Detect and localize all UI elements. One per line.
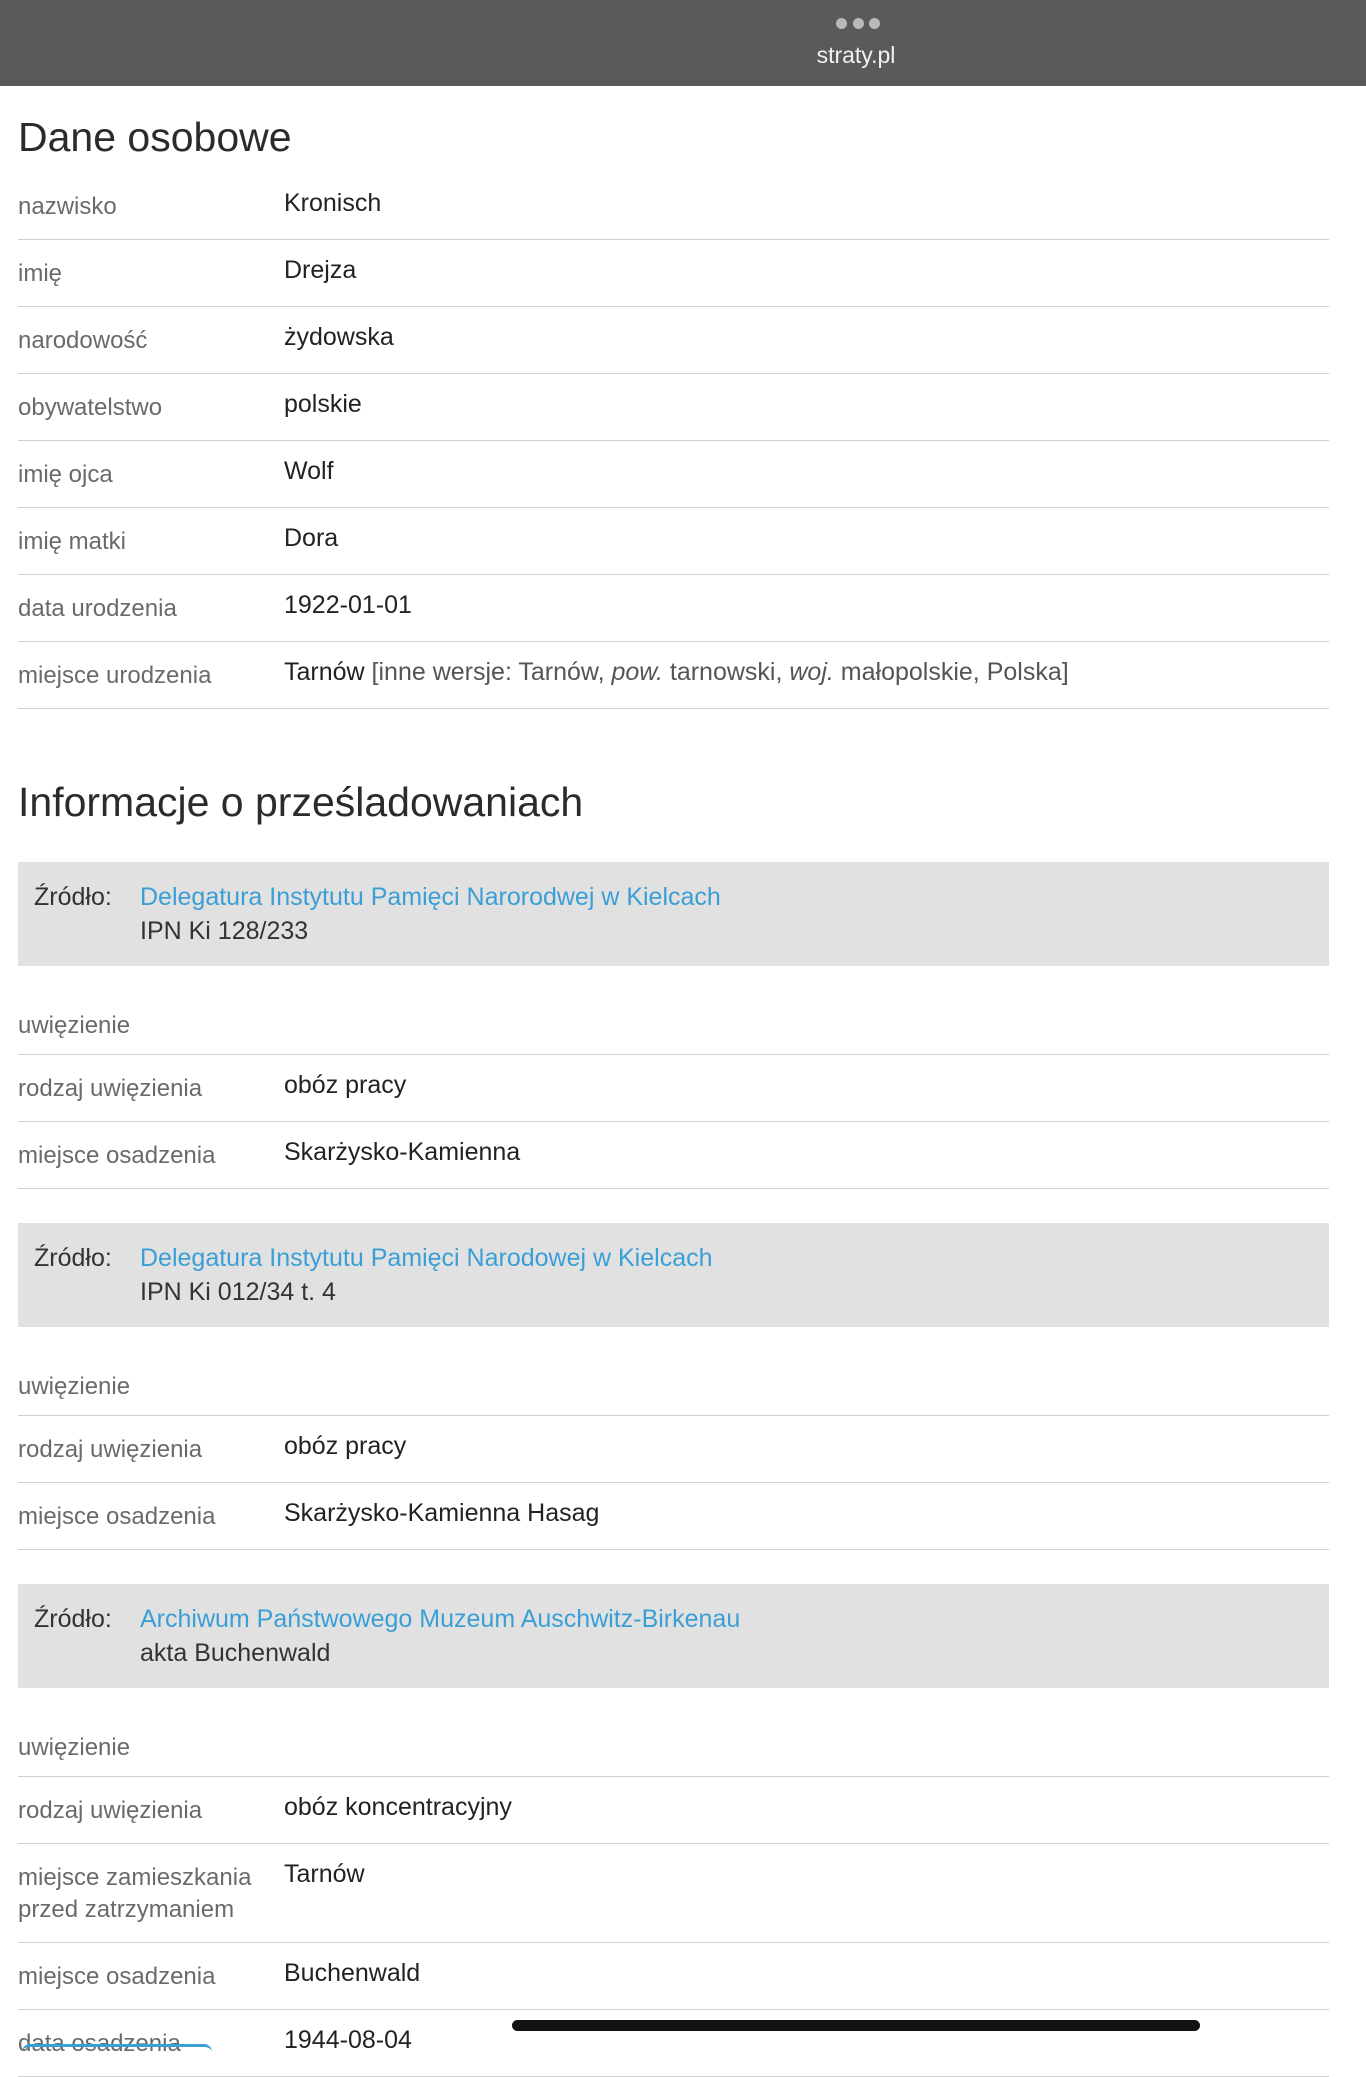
source-label: Źródło: [34, 1605, 112, 1633]
row-value [284, 656, 1069, 692]
row-value: 1922-01-01 [284, 591, 412, 619]
personal-row [18, 240, 1329, 307]
group-title: uwięzienie [18, 966, 1329, 1055]
page-content [18, 86, 1329, 2077]
row-value: polskie [284, 390, 362, 418]
imprisonment-row [18, 1055, 1329, 1122]
row-value: 1944-08-04 [284, 2026, 412, 2054]
row-value: obóz pracy [284, 1071, 407, 1099]
imprisonment-row [18, 1943, 1329, 2010]
source-line [34, 1241, 1313, 1275]
row-value: Skarżysko-Kamienna Hasag [284, 1499, 600, 1527]
personal-row [18, 508, 1329, 575]
url-label[interactable]: straty.pl [816, 42, 896, 68]
imprisonment-row [18, 1416, 1329, 1483]
browser-top-bar [0, 0, 1366, 86]
source-box [18, 862, 1329, 966]
birthplace-alt-versions [372, 658, 1069, 686]
personal-data-title: Dane osobowe [18, 114, 292, 160]
imprisonment-row [18, 1122, 1329, 1189]
personal-row [18, 173, 1329, 240]
alt-pow: pow. [611, 658, 663, 686]
row-value: Drejza [284, 256, 357, 284]
row-label: data urodzenia [18, 595, 177, 622]
source-signature: akta Buchenwald [140, 1639, 331, 1667]
row-label: imię matki [18, 528, 127, 555]
group-title: uwięzienie [18, 1688, 1329, 1777]
persecution-title: Informacje o prześladowaniach [18, 779, 584, 825]
imprisonment-row [18, 1483, 1329, 1550]
row-label: rodzaj uwięzienia [18, 1075, 203, 1102]
row-value: żydowska [284, 323, 394, 351]
imprisonment-row [18, 1777, 1329, 1844]
source-box [18, 1584, 1329, 1688]
source-signature: IPN Ki 012/34 t. 4 [140, 1278, 336, 1306]
row-value: Wolf [284, 457, 334, 485]
group-title: uwięzienie [18, 1327, 1329, 1416]
row-value: obóz koncentracyjny [284, 1793, 512, 1821]
source-line [34, 880, 1313, 914]
spacer [18, 1550, 1329, 1584]
source-link[interactable]: Archiwum Państwowego Muzeum Auschwitz-Birkenau [140, 1605, 741, 1633]
row-label: rodzaj uwięzienia [18, 1436, 203, 1463]
bottom-button-edge[interactable] [22, 2044, 212, 2055]
source-label: Źródło: [34, 883, 112, 911]
row-value: Buchenwald [284, 1959, 421, 1987]
alt-powiat: tarnowski, [662, 658, 790, 686]
source-signature: IPN Ki 128/233 [140, 917, 309, 945]
source-label: Źródło: [34, 1244, 112, 1272]
row-label: nazwisko [18, 193, 117, 220]
row-label: miejsce osadzenia [18, 1963, 216, 1990]
row-value: Tarnów [284, 1860, 365, 1888]
personal-row [18, 374, 1329, 441]
row-label: miejsce osadzenia [18, 1142, 216, 1169]
source-link[interactable]: Delegatura Instytutu Pamięci Narodowej w Kielcach [140, 1244, 713, 1272]
personal-data-table [18, 173, 1329, 709]
row-value: Dora [284, 524, 339, 552]
row-label: rodzaj uwięzienia [18, 1797, 203, 1824]
more-options-icon[interactable] [836, 18, 880, 30]
row-value: Skarżysko-Kamienna [284, 1138, 521, 1166]
home-indicator[interactable] [512, 2020, 1200, 2031]
row-value: obóz pracy [284, 1432, 407, 1460]
row-label: imię [18, 260, 63, 287]
alt-rest: małopolskie, Polska] [833, 658, 1069, 686]
row-label: data osadzenia [18, 2030, 181, 2057]
row-label: miejsce urodzenia [18, 662, 212, 689]
row-value: Kronisch [284, 189, 382, 217]
personal-row [18, 441, 1329, 508]
alt-open: [inne wersje: Tarnów, [371, 658, 612, 686]
birthplace-value: Tarnów [284, 658, 365, 686]
source-link[interactable]: Delegatura Instytutu Pamięci Narorodwej w Kielcach [140, 883, 721, 911]
row-label: imię ojca [18, 461, 113, 488]
personal-row [18, 575, 1329, 642]
birthplace-row [18, 642, 1329, 709]
row-label: obywatelstwo [18, 394, 163, 421]
source-line [34, 1602, 1313, 1636]
spacer [18, 1189, 1329, 1223]
row-label: narodowość [18, 327, 148, 354]
personal-row [18, 307, 1329, 374]
source-box [18, 1223, 1329, 1327]
alt-woj: woj. [789, 658, 834, 686]
row-label: miejsce osadzenia [18, 1503, 216, 1530]
row-label: miejsce zamieszkania przed zatrzymaniem [18, 1864, 252, 1923]
imprisonment-row [18, 1844, 1329, 1943]
